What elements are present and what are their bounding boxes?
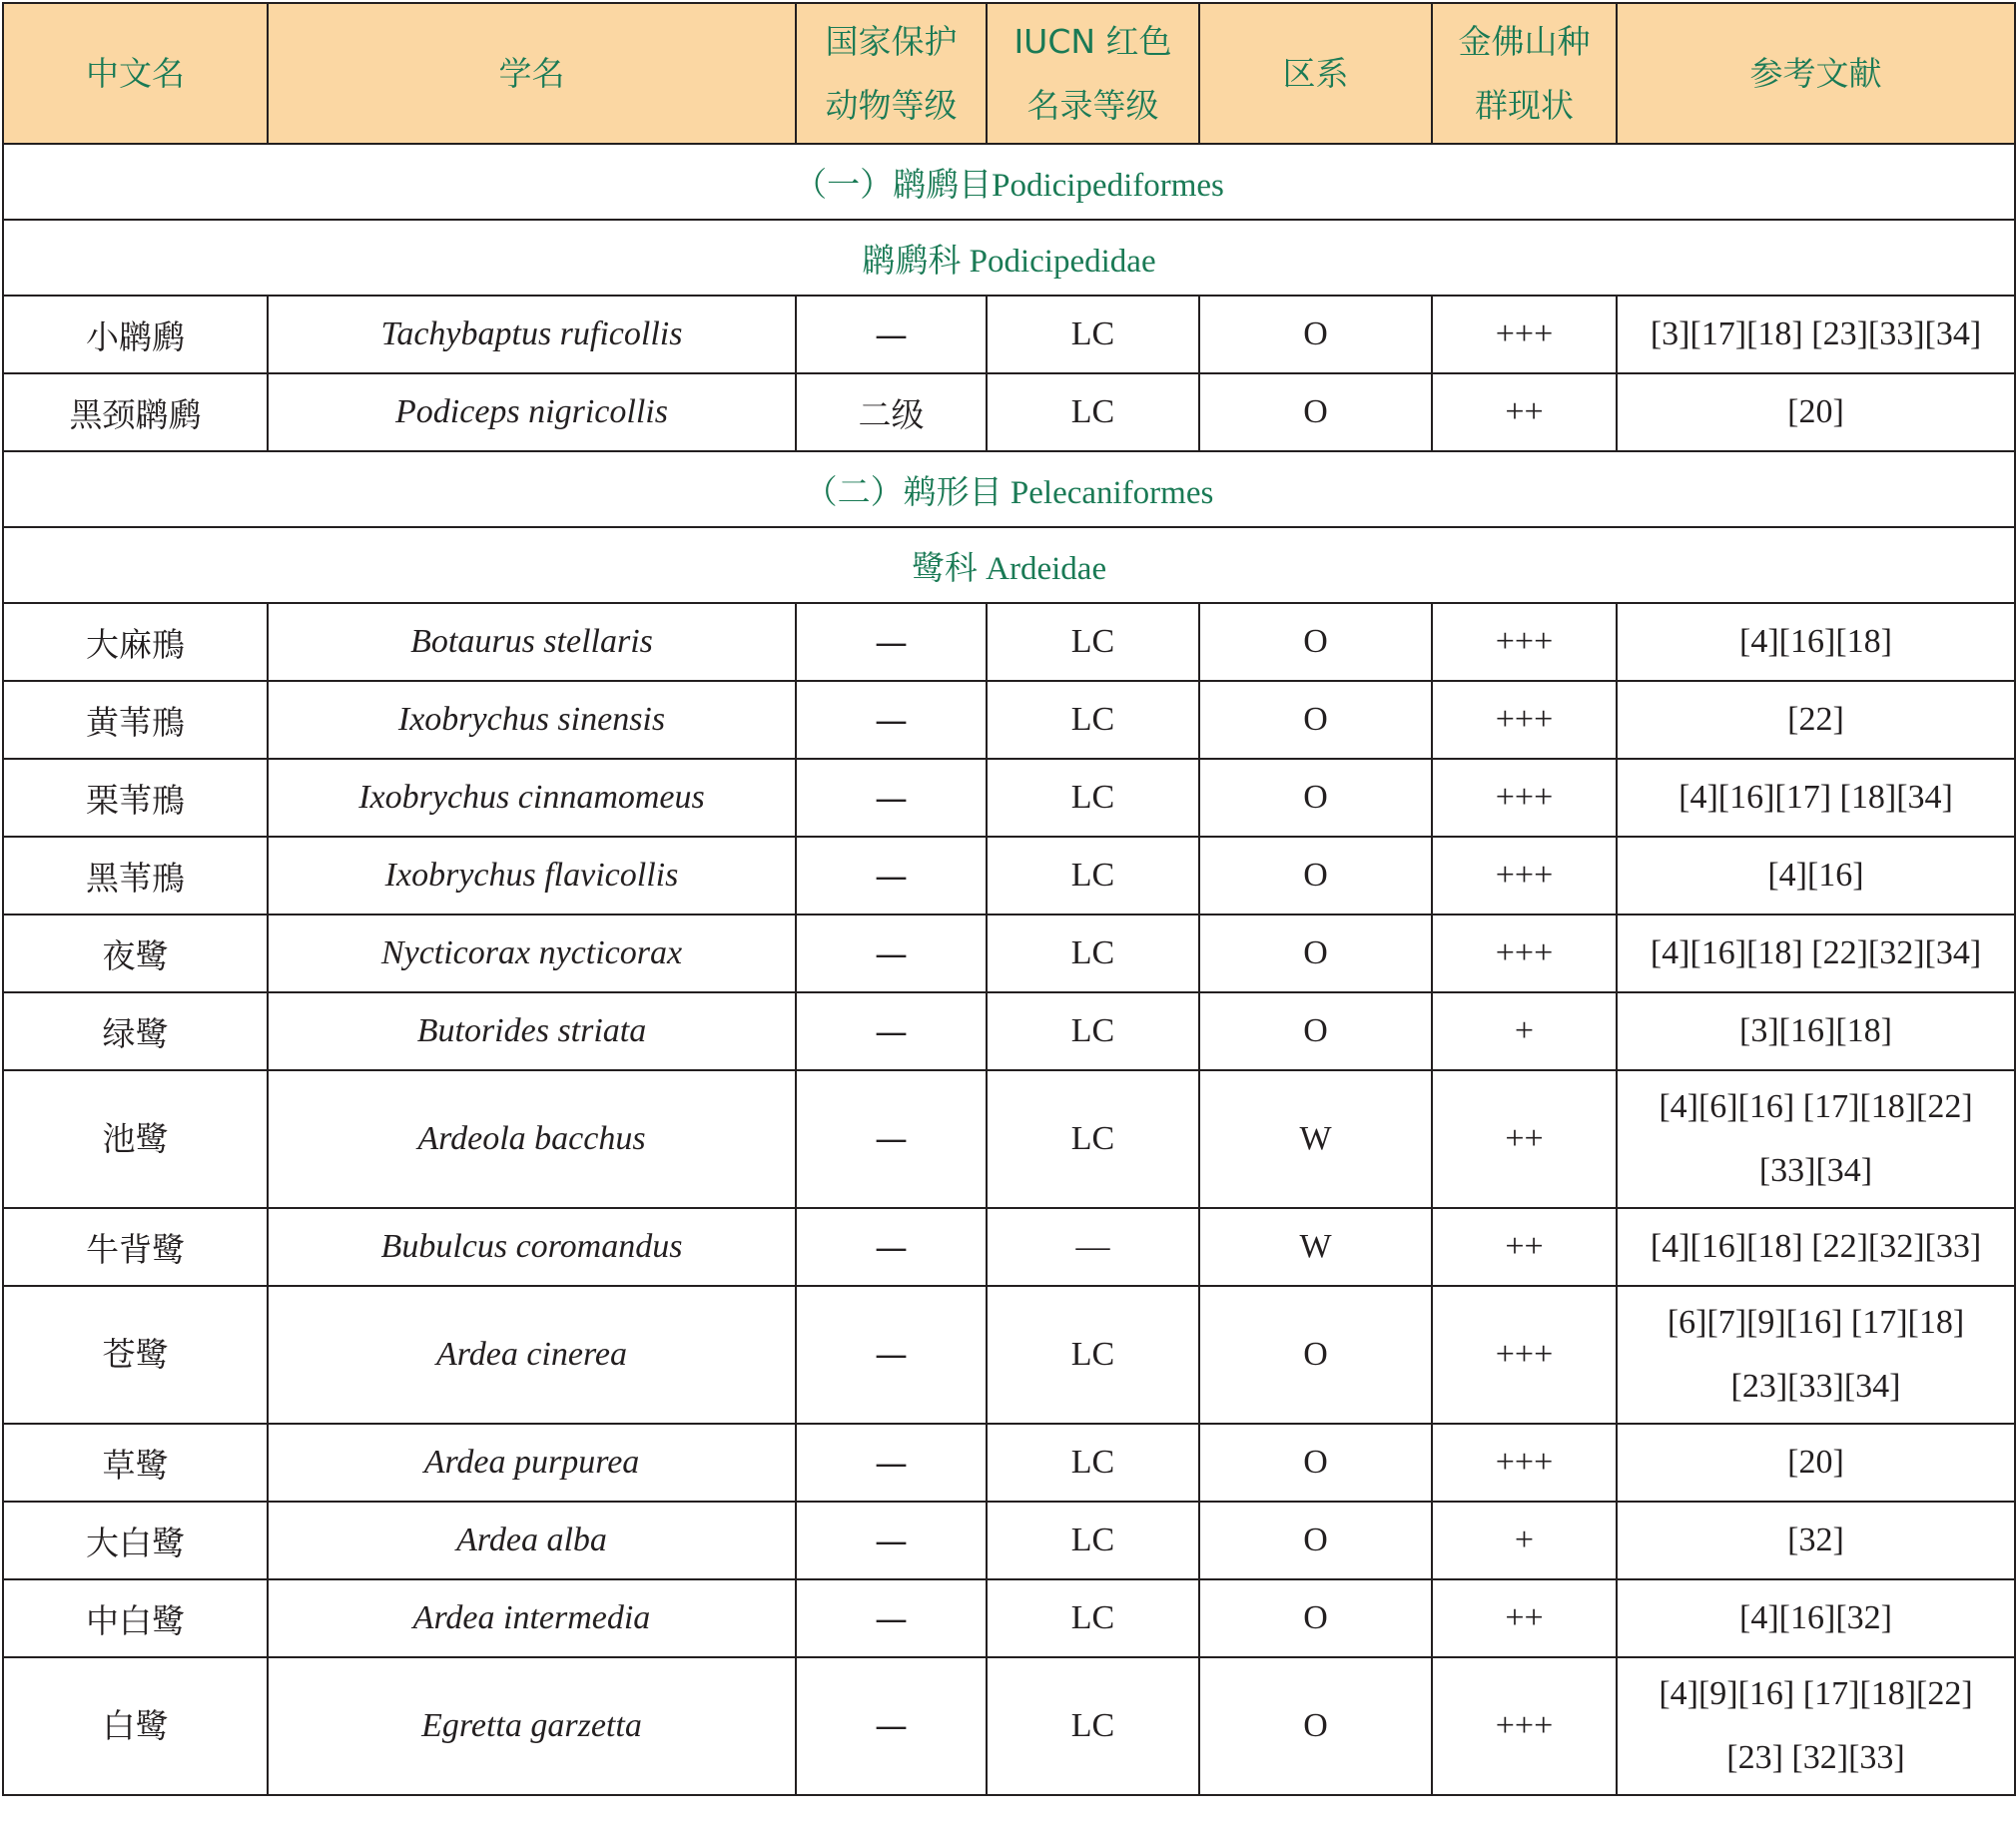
fauna-region-cell: O xyxy=(1199,1502,1432,1579)
protection-level-cell: — xyxy=(796,1579,987,1657)
iucn-status-cell: LC xyxy=(987,837,1199,915)
scientific-name-cell: Ardea alba xyxy=(268,1502,796,1579)
family-title: 鹭科 Ardeidae xyxy=(3,527,2015,603)
fauna-region-cell: O xyxy=(1199,992,1432,1070)
header-fauna-region xyxy=(1199,3,1432,144)
order-title: （一）䴙䴘目Podicipediformes xyxy=(3,144,2015,220)
scientific-name-cell: Bubulcus coromandus xyxy=(268,1208,796,1286)
family-row xyxy=(3,220,2015,296)
table-row xyxy=(3,1657,2015,1795)
iucn-status-cell: LC xyxy=(987,992,1199,1070)
scientific-name-cell: Butorides striata xyxy=(268,992,796,1070)
population-status-cell: +++ xyxy=(1432,837,1617,915)
scientific-name-cell: Egretta garzetta xyxy=(268,1657,796,1795)
scientific-name-cell: Ardea purpurea xyxy=(268,1424,796,1502)
reference-line: [4][16][18] xyxy=(1739,623,1892,660)
header-population-status xyxy=(1432,3,1617,144)
fauna-region-cell: O xyxy=(1199,837,1432,915)
references-cell xyxy=(1617,681,2015,759)
fauna-region-cell: O xyxy=(1199,915,1432,992)
table-row xyxy=(3,1579,2015,1657)
fauna-region-cell: O xyxy=(1199,1657,1432,1795)
population-status-cell: +++ xyxy=(1432,1286,1617,1424)
header-references xyxy=(1617,3,2015,144)
chinese-name-cell: 牛背鹭 xyxy=(3,1208,268,1286)
iucn-status-cell: LC xyxy=(987,1070,1199,1208)
iucn-status-cell: LC xyxy=(987,1424,1199,1502)
chinese-name-cell: 黄苇鳽 xyxy=(3,681,268,759)
table-row xyxy=(3,1208,2015,1286)
table-row xyxy=(3,1070,2015,1208)
protection-level-cell: — xyxy=(796,1657,987,1795)
header-line: 动物等级 xyxy=(825,85,958,125)
chinese-name-cell: 白鹭 xyxy=(3,1657,268,1795)
fauna-region-cell: W xyxy=(1199,1070,1432,1208)
chinese-name-cell: 栗苇鳽 xyxy=(3,759,268,837)
protection-level-cell: — xyxy=(796,603,987,681)
population-status-cell: ++ xyxy=(1432,1070,1617,1208)
fauna-region-cell: O xyxy=(1199,1579,1432,1657)
table-row xyxy=(3,373,2015,451)
table-row xyxy=(3,992,2015,1070)
header-iucn-red-list xyxy=(987,3,1199,144)
references-cell xyxy=(1617,1579,2015,1657)
family-row xyxy=(3,527,2015,603)
chinese-name-cell: 黑苇鳽 xyxy=(3,837,268,915)
fauna-region-cell: O xyxy=(1199,759,1432,837)
protection-level-cell: — xyxy=(796,296,987,373)
header-line: 群现状 xyxy=(1475,85,1574,125)
protection-level-cell: — xyxy=(796,1208,987,1286)
population-status-cell: +++ xyxy=(1432,603,1617,681)
protection-level-cell: 二级 xyxy=(796,373,987,451)
iucn-status-cell: LC xyxy=(987,296,1199,373)
iucn-status-cell: LC xyxy=(987,759,1199,837)
protection-level-cell: — xyxy=(796,837,987,915)
references-cell xyxy=(1617,1424,2015,1502)
scientific-name-cell: Tachybaptus ruficollis xyxy=(268,296,796,373)
header-scientific-name xyxy=(268,3,796,144)
header-line: 中文名 xyxy=(86,53,185,93)
iucn-status-cell: LC xyxy=(987,1579,1199,1657)
population-status-cell: +++ xyxy=(1432,759,1617,837)
references-cell xyxy=(1617,296,2015,373)
chinese-name-cell: 大白鹭 xyxy=(3,1502,268,1579)
order-title: （二）鹈形目 Pelecaniformes xyxy=(3,451,2015,527)
population-status-cell: + xyxy=(1432,1502,1617,1579)
fauna-region-cell: W xyxy=(1199,1208,1432,1286)
fauna-region-cell: O xyxy=(1199,1424,1432,1502)
protection-level-cell: — xyxy=(796,1424,987,1502)
reference-line: [20] xyxy=(1787,393,1844,430)
protection-level-cell: — xyxy=(796,1286,987,1424)
chinese-name-cell: 小䴙䴘 xyxy=(3,296,268,373)
fauna-region-cell: O xyxy=(1199,296,1432,373)
iucn-status-cell: LC xyxy=(987,681,1199,759)
reference-line: [20] xyxy=(1787,1444,1844,1481)
header-line: 区系 xyxy=(1282,53,1349,93)
header-line: 名录等级 xyxy=(1026,85,1159,125)
reference-line: [6][7][9][16] [17][18] xyxy=(1667,1304,1965,1341)
references-cell xyxy=(1617,915,2015,992)
header-line: 学名 xyxy=(498,53,565,93)
iucn-status-cell: LC xyxy=(987,1286,1199,1424)
population-status-cell: ++ xyxy=(1432,1208,1617,1286)
table-row xyxy=(3,1502,2015,1579)
fauna-region-cell: O xyxy=(1199,681,1432,759)
table-row xyxy=(3,915,2015,992)
header-line: 金佛山种 xyxy=(1458,21,1591,61)
references-cell xyxy=(1617,992,2015,1070)
table-row xyxy=(3,1286,2015,1424)
references-cell xyxy=(1617,759,2015,837)
scientific-name-cell: Ardea intermedia xyxy=(268,1579,796,1657)
chinese-name-cell: 黑颈䴙䴘 xyxy=(3,373,268,451)
reference-line: [4][16] xyxy=(1767,857,1864,894)
population-status-cell: +++ xyxy=(1432,1657,1617,1795)
reference-line: [4][16][17] [18][34] xyxy=(1679,779,1953,816)
header-line: IUCN 红色 xyxy=(1013,21,1172,61)
fauna-region-cell: O xyxy=(1199,603,1432,681)
chinese-name-cell: 中白鹭 xyxy=(3,1579,268,1657)
table-row xyxy=(3,759,2015,837)
table-row xyxy=(3,1424,2015,1502)
scientific-name-cell: Ardea cinerea xyxy=(268,1286,796,1424)
reference-line: [4][16][18] [22][32][34] xyxy=(1650,934,1982,971)
references-cell xyxy=(1617,1070,2015,1208)
fauna-region-cell: O xyxy=(1199,1286,1432,1424)
references-cell xyxy=(1617,1208,2015,1286)
table-row xyxy=(3,681,2015,759)
reference-line: [23][33][34] xyxy=(1730,1368,1901,1405)
references-cell xyxy=(1617,1657,2015,1795)
population-status-cell: + xyxy=(1432,992,1617,1070)
scientific-name-cell: Ardeola bacchus xyxy=(268,1070,796,1208)
scientific-name-cell: Nycticorax nycticorax xyxy=(268,915,796,992)
reference-line: [23] [32][33] xyxy=(1726,1739,1905,1776)
iucn-status-cell: LC xyxy=(987,1657,1199,1795)
table-header xyxy=(3,3,2015,144)
protection-level-cell: — xyxy=(796,759,987,837)
reference-line: [3][17][18] [23][33][34] xyxy=(1650,315,1982,352)
protection-level-cell: — xyxy=(796,1502,987,1579)
population-status-cell: +++ xyxy=(1432,681,1617,759)
header-chinese-name xyxy=(3,3,268,144)
chinese-name-cell: 夜鹭 xyxy=(3,915,268,992)
chinese-name-cell: 苍鹭 xyxy=(3,1286,268,1424)
chinese-name-cell: 草鹭 xyxy=(3,1424,268,1502)
protection-level-cell: — xyxy=(796,681,987,759)
header-row xyxy=(3,3,2015,144)
references-cell xyxy=(1617,1286,2015,1424)
scientific-name-cell: Ixobrychus sinensis xyxy=(268,681,796,759)
references-cell xyxy=(1617,1502,2015,1579)
table-row xyxy=(3,837,2015,915)
population-status-cell: ++ xyxy=(1432,1579,1617,1657)
references-cell xyxy=(1617,373,2015,451)
reference-line: [22] xyxy=(1787,701,1844,738)
population-status-cell: +++ xyxy=(1432,915,1617,992)
chinese-name-cell: 绿鹭 xyxy=(3,992,268,1070)
reference-line: [4][16][32] xyxy=(1739,1599,1892,1636)
iucn-status-cell: LC xyxy=(987,915,1199,992)
protection-level-cell: — xyxy=(796,915,987,992)
iucn-status-cell: — xyxy=(987,1208,1199,1286)
population-status-cell: +++ xyxy=(1432,1424,1617,1502)
chinese-name-cell: 池鹭 xyxy=(3,1070,268,1208)
population-status-cell: ++ xyxy=(1432,373,1617,451)
scientific-name-cell: Ixobrychus cinnamomeus xyxy=(268,759,796,837)
reference-line: [4][9][16] [17][18][22] xyxy=(1659,1675,1973,1712)
references-cell xyxy=(1617,837,2015,915)
scientific-name-cell: Ixobrychus flavicollis xyxy=(268,837,796,915)
scientific-name-cell: Botaurus stellaris xyxy=(268,603,796,681)
reference-line: [4][16][18] [22][32][33] xyxy=(1650,1228,1982,1265)
header-line: 国家保护 xyxy=(825,21,958,61)
bird-species-table xyxy=(2,2,2016,1796)
family-title: 䴙䴘科 Podicipedidae xyxy=(3,220,2015,296)
protection-level-cell: — xyxy=(796,992,987,1070)
order-row xyxy=(3,451,2015,527)
table-row xyxy=(3,296,2015,373)
species-table-container xyxy=(2,2,2016,1796)
reference-line: [3][16][18] xyxy=(1739,1012,1892,1049)
iucn-status-cell: LC xyxy=(987,373,1199,451)
chinese-name-cell: 大麻鳽 xyxy=(3,603,268,681)
iucn-status-cell: LC xyxy=(987,1502,1199,1579)
header-line: 参考文献 xyxy=(1749,53,1882,93)
reference-line: [32] xyxy=(1787,1522,1844,1558)
fauna-region-cell: O xyxy=(1199,373,1432,451)
order-row xyxy=(3,144,2015,220)
iucn-status-cell: LC xyxy=(987,603,1199,681)
reference-line: [33][34] xyxy=(1758,1152,1873,1189)
references-cell xyxy=(1617,603,2015,681)
table-body xyxy=(3,144,2015,1795)
protection-level-cell: — xyxy=(796,1070,987,1208)
population-status-cell: +++ xyxy=(1432,296,1617,373)
table-row xyxy=(3,603,2015,681)
header-national-protection xyxy=(796,3,987,144)
reference-line: [4][6][16] [17][18][22] xyxy=(1659,1088,1973,1125)
scientific-name-cell: Podiceps nigricollis xyxy=(268,373,796,451)
